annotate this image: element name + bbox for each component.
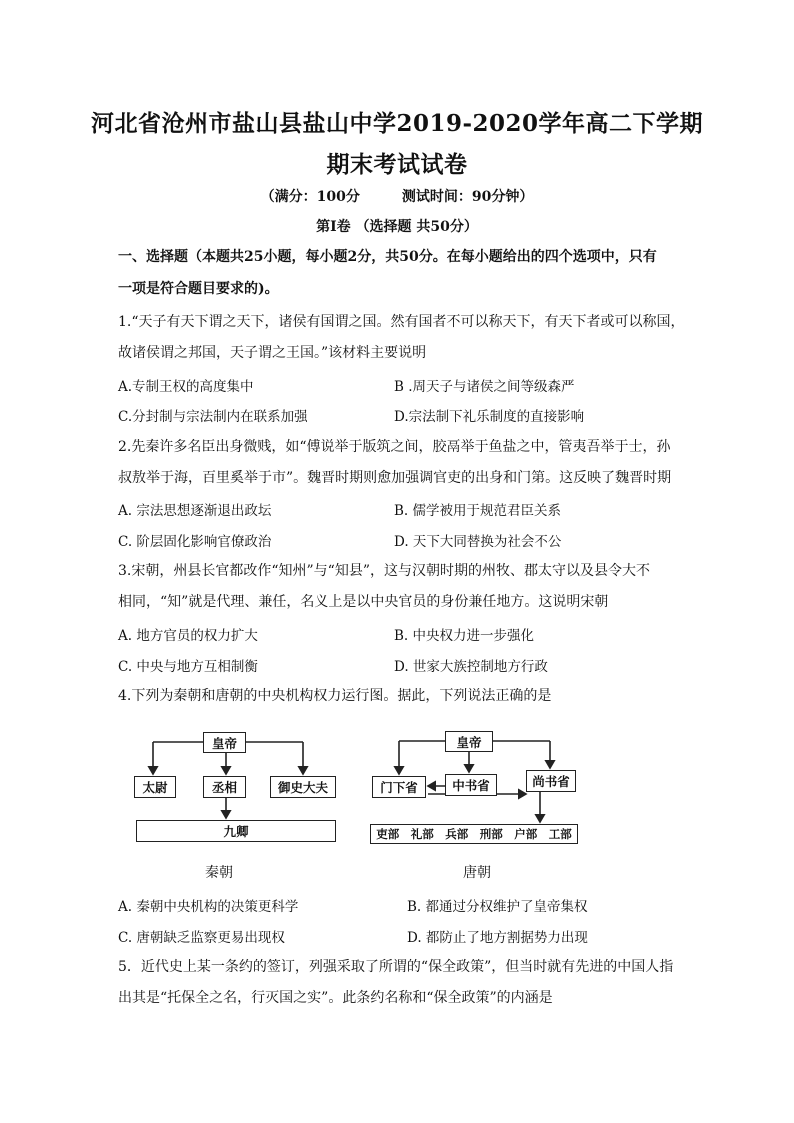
- qin-emperor-box: 皇帝: [203, 732, 246, 753]
- qin-taiwei-box: 太尉: [134, 776, 176, 798]
- q2-option-d: D. 天下大同替换为社会不公: [394, 534, 562, 550]
- section-title: 第Ⅰ卷 （选择题 共50分）: [316, 219, 478, 235]
- q1-stem-line1: 1.“天子有天下谓之天下，诸侯有国谓之国。然有国者不可以称天下，有天下者或可以称国，: [118, 314, 685, 330]
- q2-option-a: A. 宗法思想逐渐退出政坛: [118, 503, 272, 519]
- q2-option-b: B. 儒学被用于规范君臣关系: [394, 503, 562, 519]
- q3-option-b: B. 中央权力进一步强化: [394, 628, 535, 644]
- q1-option-a: A.专制王权的高度集中: [118, 379, 254, 395]
- tang-six-ministries-box: 吏部 礼部 兵部 刑部 户部 工部: [370, 824, 578, 844]
- q1-option-d: D.宗法制下礼乐制度的直接影响: [394, 409, 585, 425]
- q3-stem-line1: 3.宋朝，州县长官都改作“知州”与“知县”，这与汉朝时期的州牧、郡太守以及县令大不: [118, 563, 650, 579]
- instructions-line2: 一项是符合题目要求的)。: [118, 281, 279, 297]
- q1-option-b: B .周天子与诸侯之间等级森严: [394, 379, 575, 395]
- qin-jiuqing-box: 九卿: [136, 820, 336, 842]
- q2-stem-line2: 叔敖举于海，百里奚举于市”。魏晋时期则愈加强调官吏的出身和门第。这反映了魏晋时期: [118, 470, 672, 486]
- tang-caption: 唐朝: [463, 865, 491, 881]
- tang-emperor-box: 皇帝: [445, 731, 493, 752]
- q1-stem-line2: 故诸侯谓之邦国，天子谓之王国。”该材料主要说明: [118, 345, 427, 361]
- q4-option-a: A. 秦朝中央机构的决策更科学: [118, 899, 299, 915]
- q3-option-d: D. 世家大族控制地方行政: [394, 659, 548, 675]
- q5-stem-line2: 出其是“托保全之名，行灭国之实”。此条约名称和“保全政策”的内涵是: [118, 990, 553, 1006]
- tang-shangshu-box: 尚书省: [526, 770, 576, 792]
- qin-chengxiang-box: 丞相: [203, 776, 246, 798]
- q5-stem-line1: 5．近代史上某一条约的签订，列强采取了所谓的“保全政策”，但当时就有先进的中国人指: [118, 959, 674, 975]
- q1-option-c: C.分封制与宗法制内在联系加强: [118, 409, 308, 425]
- instructions-line1: 一、选择题（本题共25小题，每小题2分，共50分。在每小题给出的四个选项中，只有: [118, 249, 657, 265]
- q3-option-c: C. 中央与地方互相制衡: [118, 659, 258, 675]
- exam-info: （满分：100分 测试时间：90分钟）: [260, 189, 534, 205]
- q4-option-b: B. 都通过分权维护了皇帝集权: [407, 899, 588, 915]
- q3-option-a: A. 地方官员的权力扩大: [118, 628, 258, 644]
- tang-menxia-box: 门下省: [372, 776, 426, 798]
- qin-yushi-box: 御史大夫: [270, 776, 336, 798]
- q4-stem: 4.下列为秦朝和唐朝的中央机构权力运行图。据此，下列说法正确的是: [118, 688, 552, 704]
- qin-caption: 秦朝: [205, 865, 233, 881]
- exam-title-line2: 期末考试试卷: [326, 151, 468, 178]
- q2-stem-line1: 2.先秦许多名臣出身微贱，如“傅说举于版筑之间，胶鬲举于鱼盐之中，管夷吾举于士，孙: [118, 439, 671, 455]
- q4-option-d: D. 都防止了地方割据势力出现: [407, 930, 588, 946]
- q3-stem-line2: 相同，“知”就是代理、兼任，名义上是以中央官员的身份兼任地方。这说明宋朝: [118, 594, 609, 610]
- q4-option-c: C. 唐朝缺乏监察更易出现权: [118, 930, 285, 946]
- q2-option-c: C. 阶层固化影响官僚政治: [118, 534, 272, 550]
- tang-zhongshu-box: 中书省: [445, 774, 497, 796]
- exam-title-line1: 河北省沧州市盐山县盐山中学2019-2020学年高二下学期: [90, 110, 704, 137]
